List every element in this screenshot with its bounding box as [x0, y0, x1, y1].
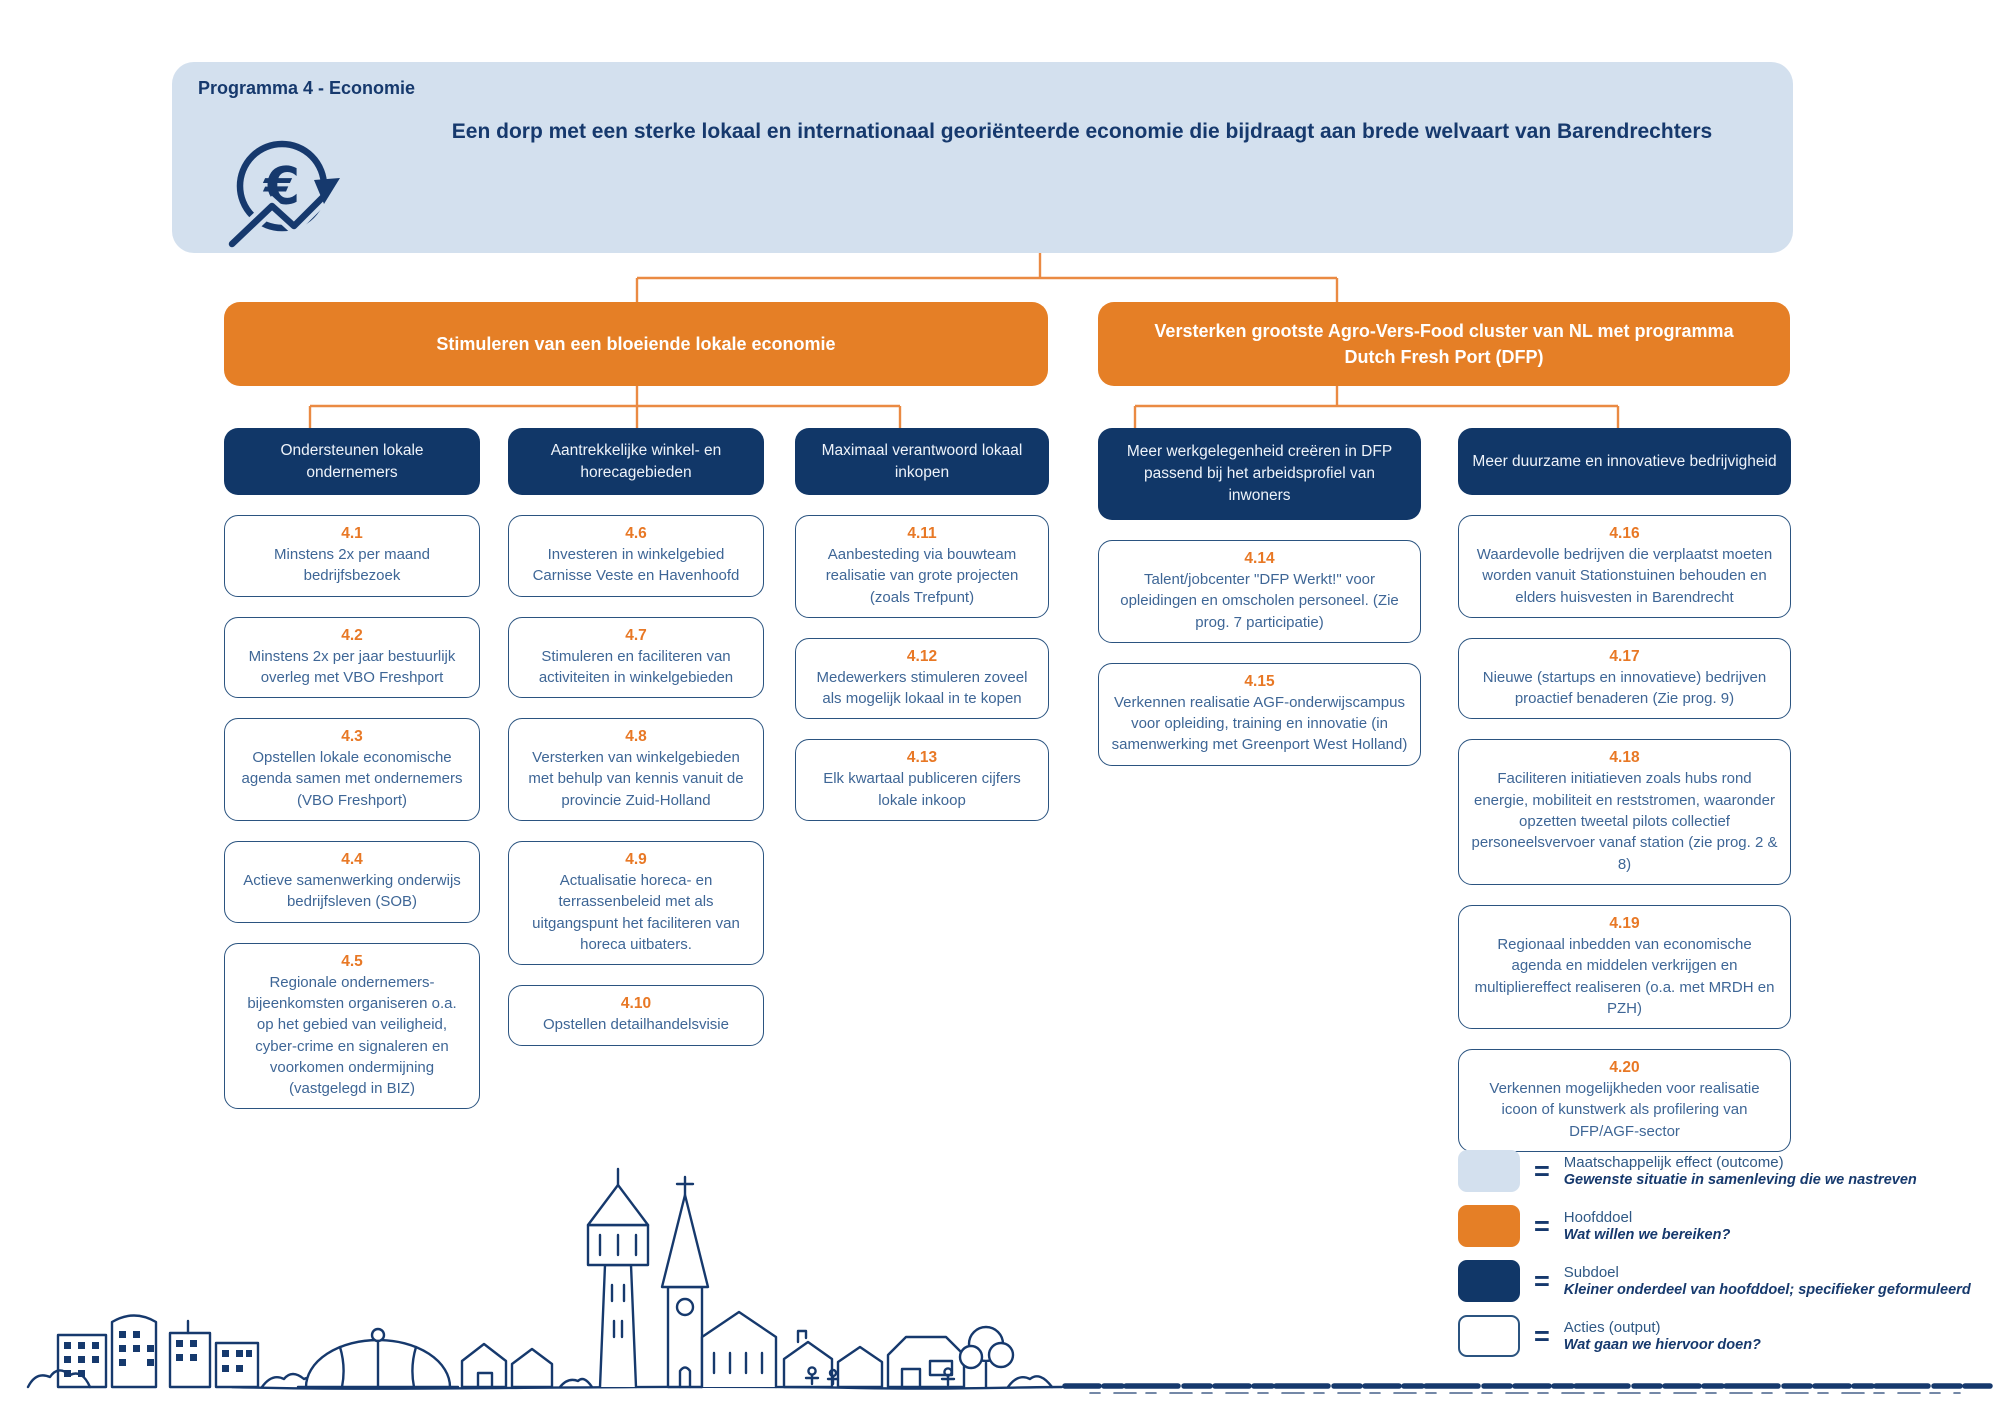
action-list	[1098, 540, 1421, 766]
action-number: 4.3	[341, 728, 363, 746]
action-card	[508, 718, 764, 821]
action-list	[1458, 515, 1791, 1152]
action-number: 4.1	[341, 525, 363, 542]
action-number: 4.11	[907, 525, 937, 542]
column-duurzame-bedrijvigheid	[1458, 428, 1791, 1152]
action-number: 4.9	[625, 851, 647, 869]
legend-title: Subdoel	[1563, 1264, 1619, 1281]
action-text: Actieve samenwerking onderwijs bedrijfsleven (SOB)	[243, 872, 461, 911]
subgoal-box: Maximaal verantwoord lokaal inkopen	[795, 428, 1049, 495]
subgoal-box: Aantrekkelijke winkel- en horecagebieden	[508, 428, 764, 495]
action-number: 4.20	[1609, 1059, 1640, 1077]
action-list	[508, 515, 764, 1046]
action-text: Versterken van winkelgebieden met behulp van kennis vanuit de provincie Zuid-Holland	[528, 749, 744, 809]
svg-text:€: €	[263, 157, 301, 217]
main-goal-agro-food-cluster: Versterken grootste Agro-Vers-Food cluster van NL met programma Dutch Fresh Port (DFP)	[1098, 302, 1790, 386]
action-number: 4.2	[341, 626, 363, 644]
action-text: Faciliteren initiatieven zoals hubs rond energie, mobiliteit en reststromen, waaronder opzetten tweetal pilots collectief personeelsvervoer vanaf station (zie prog. 2 & 8)	[1471, 770, 1778, 873]
action-card	[1458, 515, 1791, 618]
column-winkel-horecagebieden	[508, 428, 764, 1046]
legend-desc: Wat willen we bereiken?	[1563, 1227, 1731, 1243]
action-number: 4.4	[341, 851, 363, 869]
equals-sign: =	[1534, 1155, 1550, 1186]
action-number: 4.17	[1609, 647, 1640, 665]
action-card	[224, 515, 480, 597]
action-number: 4.7	[625, 626, 647, 644]
euro-growth-icon	[202, 124, 354, 250]
action-text: Minstens 2x per maand bedrijfsbezoek	[274, 546, 430, 585]
action-number: 4.14	[1244, 550, 1275, 567]
outcome-statement: Een dorp met een sterke lokaal en internationaal georiënteerde economie die bijdraagt aan brede welvaart van Barendrechters	[451, 120, 1713, 143]
equals-sign: =	[1534, 1320, 1550, 1351]
action-number: 4.8	[625, 728, 647, 746]
action-text: Opstellen detailhandelsvisie	[543, 1016, 729, 1034]
column-ondersteunen-ondernemers	[224, 428, 480, 1109]
outcome-box	[172, 62, 1793, 253]
action-card	[1458, 739, 1791, 884]
action-card	[224, 617, 480, 699]
action-card	[224, 841, 480, 923]
legend-title: Hoofddoel	[1563, 1209, 1633, 1226]
action-text: Verkennen realisatie AGF-onderwijscampus voor opleiding, training en innovatie (in samenwerking met Greenport West Holland)	[1111, 693, 1408, 754]
action-text: Talent/jobcenter "DFP Werkt!" voor opleidingen en omscholen personeel. (Zie prog. 7 participatie)	[1120, 571, 1399, 631]
action-number: 4.13	[906, 749, 938, 767]
action-text: Investeren in winkelgebied Carnisse Veste en Havenhoofd	[532, 546, 740, 585]
action-number: 4.5	[341, 952, 363, 970]
action-text: Regionale ondernemers-bijeenkomsten organiseren o.a. op het gebied van veiligheid, cyber-crime en signaleren en voorkomen ondermijning (vastgelegd in BIZ)	[247, 973, 457, 1098]
legend-title: Acties (output)	[1563, 1319, 1661, 1336]
subgoal-box: Meer werkgelegenheid creëren in DFP passend bij het arbeidsprofiel van inwoners	[1098, 428, 1421, 520]
legend-desc: Gewenste situatie in samenleving die we nastreven	[1563, 1172, 1917, 1188]
action-number: 4.19	[1609, 914, 1640, 932]
action-text: Verkennen mogelijkheden voor realisatie icoon of kunstwerk als profilering van DFP/AGF-sector	[1489, 1080, 1760, 1140]
action-text: Regionaal inbedden van economische agenda en middelen verkrijgen en multipliereffect realiseren (o.a. met MRDH en PZH)	[1474, 935, 1775, 1017]
equals-sign: =	[1534, 1210, 1550, 1241]
action-number: 4.6	[625, 525, 647, 542]
action-card	[508, 515, 764, 597]
legend-desc: Wat gaan we hiervoor doen?	[1563, 1337, 1761, 1353]
subgoal-box: Meer duurzame en innovatieve bedrijvigheid	[1458, 428, 1791, 495]
action-number: 4.15	[1244, 672, 1275, 690]
action-list	[224, 515, 480, 1109]
action-card	[795, 515, 1049, 618]
action-number: 4.16	[1609, 525, 1640, 542]
subgoal-box: Ondersteunen lokale ondernemers	[224, 428, 480, 495]
action-card	[1458, 638, 1791, 720]
action-text: Medewerkers stimuleren zoveel als mogelijk lokaal in te kopen	[816, 668, 1028, 708]
action-number: 4.12	[906, 647, 938, 665]
column-lokaal-inkopen	[795, 428, 1049, 821]
action-card	[508, 617, 764, 699]
action-text: Stimuleren en faciliteren van activiteiten in winkelgebieden	[538, 647, 734, 686]
legend-title: Maatschappelijk effect (outcome)	[1563, 1154, 1784, 1171]
action-text: Nieuwe (startups en innovatieve) bedrijven proactief benaderen (Zie prog. 9)	[1482, 668, 1767, 708]
action-card	[224, 718, 480, 821]
action-card	[1458, 905, 1791, 1029]
action-card	[795, 739, 1049, 821]
village-skyline-illustration	[0, 1135, 2000, 1410]
main-goal-local-economy: Stimuleren van een bloeiende lokale economie	[224, 302, 1048, 386]
action-card	[1098, 663, 1421, 766]
action-card	[795, 638, 1049, 720]
action-card	[508, 841, 764, 965]
action-text: Elk kwartaal publiceren cijfers lokale inkoop	[823, 770, 1021, 809]
equals-sign: =	[1534, 1265, 1550, 1296]
action-card	[1098, 540, 1421, 643]
legend-desc: Kleiner onderdeel van hoofddoel; specifieker geformuleerd	[1563, 1282, 1971, 1298]
action-card	[508, 985, 764, 1045]
action-number: 4.10	[620, 995, 652, 1013]
action-text: Minstens 2x per jaar bestuurlijk overleg met VBO Freshport	[248, 647, 456, 686]
action-text: Waardevolle bedrijven die verplaatst moeten worden vanuit Stationstuinen behouden en elders huisvesten in Barendrecht	[1476, 546, 1773, 606]
page-title: Programma 4 - Economie	[198, 78, 416, 98]
action-list	[795, 515, 1049, 821]
action-number: 4.18	[1609, 749, 1640, 767]
action-card	[224, 943, 480, 1110]
action-text: Actualisatie horeca- en terrassenbeleid met als uitgangspunt het faciliteren van horeca uitbaters.	[532, 872, 740, 953]
column-werkgelegenheid-dfp	[1098, 428, 1421, 766]
action-text: Aanbesteding via bouwteam realisatie van grote projecten (zoals Trefpunt)	[825, 546, 1019, 606]
action-text: Opstellen lokale economische agenda samen met ondernemers (VBO Freshport)	[241, 749, 463, 809]
